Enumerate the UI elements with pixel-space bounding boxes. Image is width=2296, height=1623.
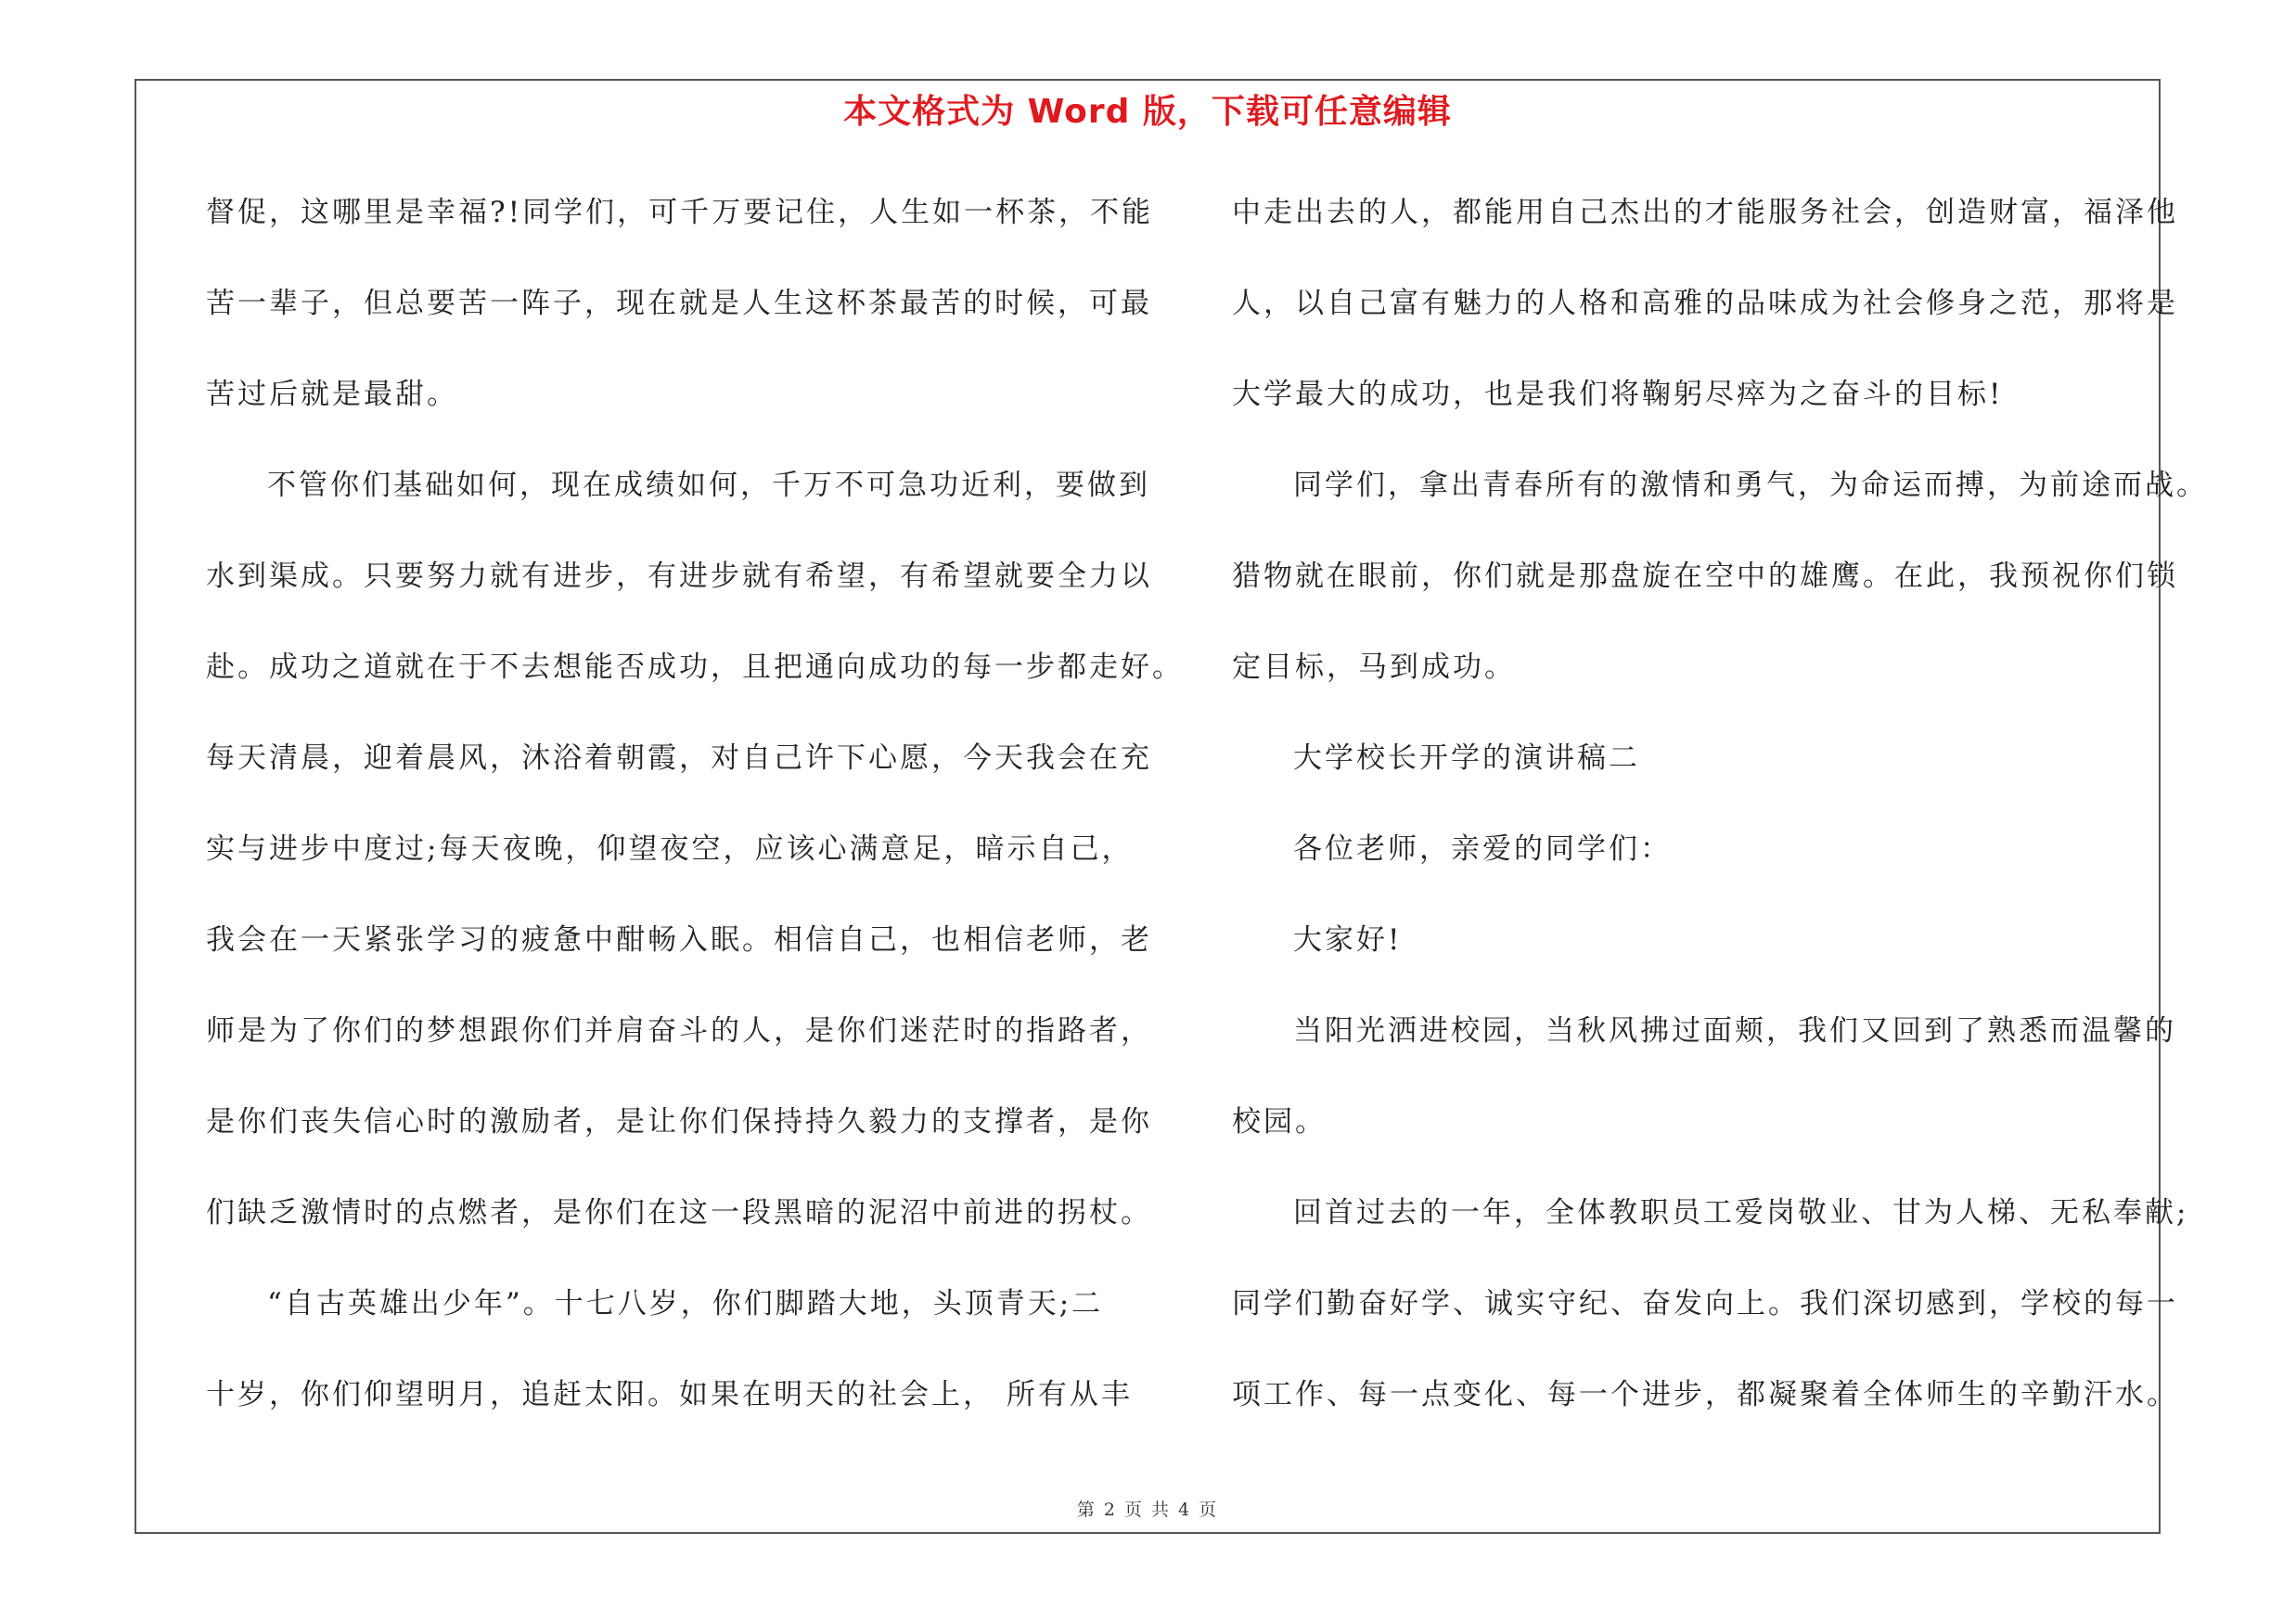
left-text-column	[206, 186, 1184, 1459]
text-line: “自古英雄出少年”。十七八岁，你们脚踏大地，头顶青天;二	[267, 1287, 1104, 1320]
text-line: 猎物就在眼前，你们就是那盘旋在空中的雄鹰。在此，我预祝你们锁	[1232, 560, 2178, 593]
text-line: 人，以自己富有魅力的人格和高雅的品味成为社会修身之范，那将是	[1232, 287, 2178, 320]
text-line: 苦一辈子，但总要苦一阵子，现在就是人生这杯茶最苦的时候，可最	[206, 287, 1152, 320]
text-line: 中走出去的人，都能用自己杰出的才能服务社会，创造财富，福泽他	[1232, 196, 2178, 229]
right-text-column	[1232, 186, 2208, 1459]
text-line: 十岁，你们仰望明月，追赶太阳。如果在明天的社会上， 所有从丰	[206, 1378, 1133, 1411]
text-line: 水到渠成。只要努力就有进步，有进步就有希望，有希望就要全力以	[206, 560, 1152, 593]
text-line: 校园。	[1232, 1105, 1327, 1139]
document-header-title: 本文格式为 Word 版，下载可任意编辑	[843, 93, 1452, 131]
page-number-footer: 第 2 页 共 4 页	[1076, 1500, 1219, 1520]
text-line: 当阳光洒进校园，当秋风拂过面颊，我们又回到了熟悉而温馨的	[1293, 1014, 2176, 1048]
text-line: 是你们丧失信心时的激励者，是让你们保持持久毅力的支撑者，是你	[206, 1105, 1152, 1139]
text-line: 苦过后就是最甜。	[206, 378, 458, 411]
text-line: 们缺乏激情时的点燃者，是你们在这一段黑暗的泥沼中前进的拐杖。	[206, 1196, 1152, 1230]
text-line: 大家好!	[1293, 923, 1403, 957]
text-line: 督促，这哪里是幸福?!同学们，可千万要记住，人生如一杯茶，不能	[206, 196, 1154, 229]
text-line: 每天清晨，迎着晨风，沐浴着朝霞，对自己许下心愿，今天我会在充	[206, 741, 1152, 775]
text-line: 回首过去的一年，全体教职员工爱岗敬业、甘为人梯、无私奉献;	[1293, 1196, 2189, 1230]
text-line: 我会在一天紧张学习的疲惫中酣畅入眠。相信自己，也相信老师，老	[206, 923, 1152, 957]
text-line: 大学校长开学的演讲稿二	[1293, 741, 1640, 775]
text-line: 定目标，马到成功。	[1232, 650, 1516, 684]
text-line: 大学最大的成功，也是我们将鞠躬尽瘁为之奋斗的目标!	[1232, 378, 2004, 411]
text-line: 赴。成功之道就在于不去想能否成功，且把通向成功的每一步都走好。	[206, 650, 1184, 684]
text-line: 各位老师，亲爱的同学们：	[1293, 832, 1672, 866]
text-line: 同学们，拿出青春所有的激情和勇气，为命运而搏，为前途而战。	[1293, 469, 2208, 502]
text-line: 实与进步中度过;每天夜晚，仰望夜空，应该心满意足，暗示自己，	[206, 832, 1134, 866]
text-line: 同学们勤奋好学、诚实守纪、奋发向上。我们深切感到，学校的每一	[1232, 1287, 2178, 1320]
text-line: 不管你们基础如何，现在成绩如何，千万不可急功近利，要做到	[267, 469, 1150, 502]
text-line: 项工作、每一点变化、每一个进步，都凝聚着全体师生的辛勤汗水。	[1232, 1378, 2178, 1411]
text-line: 师是为了你们的梦想跟你们并肩奋斗的人，是你们迷茫时的指路者，	[206, 1014, 1152, 1048]
